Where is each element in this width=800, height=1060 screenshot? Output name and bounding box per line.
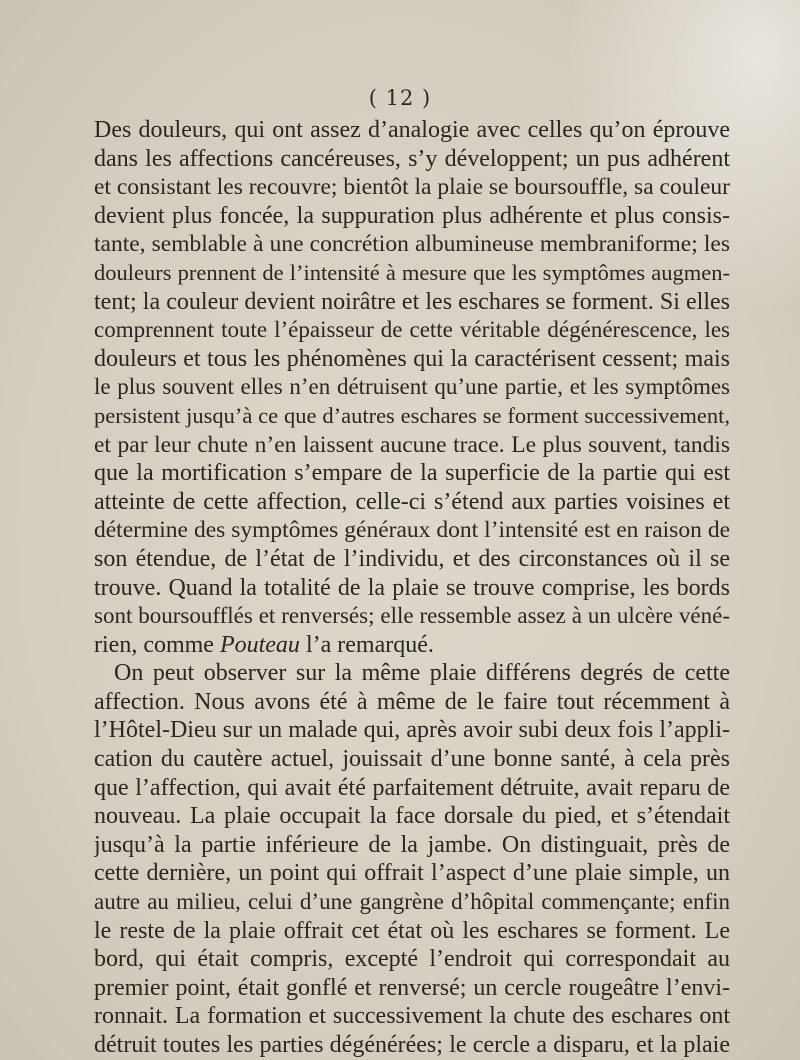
text-line: détruit toutes les parties dégénérées; le cercle a disparu, et la plaie (94, 1032, 730, 1058)
text-line: nouveau. La plaie occupait la face dorsale du pied, et s’étendait (94, 803, 730, 830)
text-line: l’Hôtel-Dieu sur un malade qui, après avoir subi deux fois l’appli- (94, 717, 730, 744)
text-line: sont boursoufflés et renversés; elle ressemble assez à un ulcère véné- (94, 603, 730, 629)
text-line: atteinte de cette affection, celle-ci s’étend aux parties voisines et (94, 488, 730, 515)
text-line: douleurs et tous les phénomènes qui la caractérisent cessent; mais (94, 345, 730, 372)
text-line: et consistant les recouvre; bientôt la plaie se boursouffle, sa couleur (94, 174, 730, 201)
text-line: comprennent toute l’épaisseur de cette véritable dégénérescence, les (94, 317, 730, 343)
text-line: Des douleurs, qui ont assez d’analogie avec celles qu’on éprouve (94, 117, 730, 143)
text-line: cette dernière, un point qui offrait l’aspect d’une plaie simple, un (94, 860, 730, 887)
text-line: douleurs prennent de l’intensité à mesure que les symptômes augmen- (94, 259, 730, 285)
text-line: rien, comme Pouteau l’a remarqué. (94, 631, 434, 658)
text-line: détermine des symptômes généraux dont l’intensité est en raison de (94, 517, 730, 544)
text-line: affection. Nous avons été à même de le faire tout récemment à (94, 688, 730, 715)
text-line: autre au milieu, celui d’une gangrène d’hôpital commençante; enfin (94, 889, 730, 915)
text-line: persistent jusqu’à ce que d’autres eschares se forment successivement, (94, 402, 730, 428)
text-line: que la mortification s’empare de la superficie de la partie qui est (94, 460, 730, 487)
text-line: tent; la couleur devient noirâtre et les eschares se forment. Si elles (94, 288, 730, 315)
text-line: le plus souvent elles n’en détruisent qu’une partie, et les symptômes (94, 374, 730, 400)
text-line: jusqu’à la partie inférieure de la jambe. On distinguait, près de (94, 831, 730, 858)
text-line: premier point, était gonflé et renversé; un cercle rougeâtre l’envi- (94, 974, 730, 1001)
text-line: bord, qui était compris, excepté l’endroit qui correspondait au (94, 946, 730, 973)
text-line: cation du cautère actuel, jouissait d’une bonne santé, à cela près (94, 746, 730, 773)
page-number: ( 12 ) (368, 86, 432, 110)
text-line: devient plus foncée, la suppuration plus adhérente et plus consis- (94, 202, 730, 229)
text-line: dans les affections cancéreuses, s’y développent; un pus adhérent (94, 145, 730, 172)
text-line: On peut observer sur la même plaie différens degrés de cette (114, 660, 730, 687)
text-line: et par leur chute n’en laissent aucune trace. Le plus souvent, tandis (94, 431, 730, 458)
body-text (94, 116, 730, 1060)
text-line: que l’affection, qui avait été parfaitement détruite, avait reparu de (94, 774, 730, 801)
text-line: trouve. Quand la totalité de la plaie se trouve comprise, les bords (94, 574, 730, 601)
text-line: tante, semblable à une concrétion albumineuse membraniforme; les (94, 231, 730, 258)
text-line: ronnait. La formation et successivement la chute des eschares ont (94, 1003, 730, 1030)
text-line: le reste de la plaie offrait cet état où les eschares se forment. Le (94, 917, 730, 944)
text-line: son étendue, de l’état de l’individu, et des circonstances où il se (94, 545, 730, 572)
